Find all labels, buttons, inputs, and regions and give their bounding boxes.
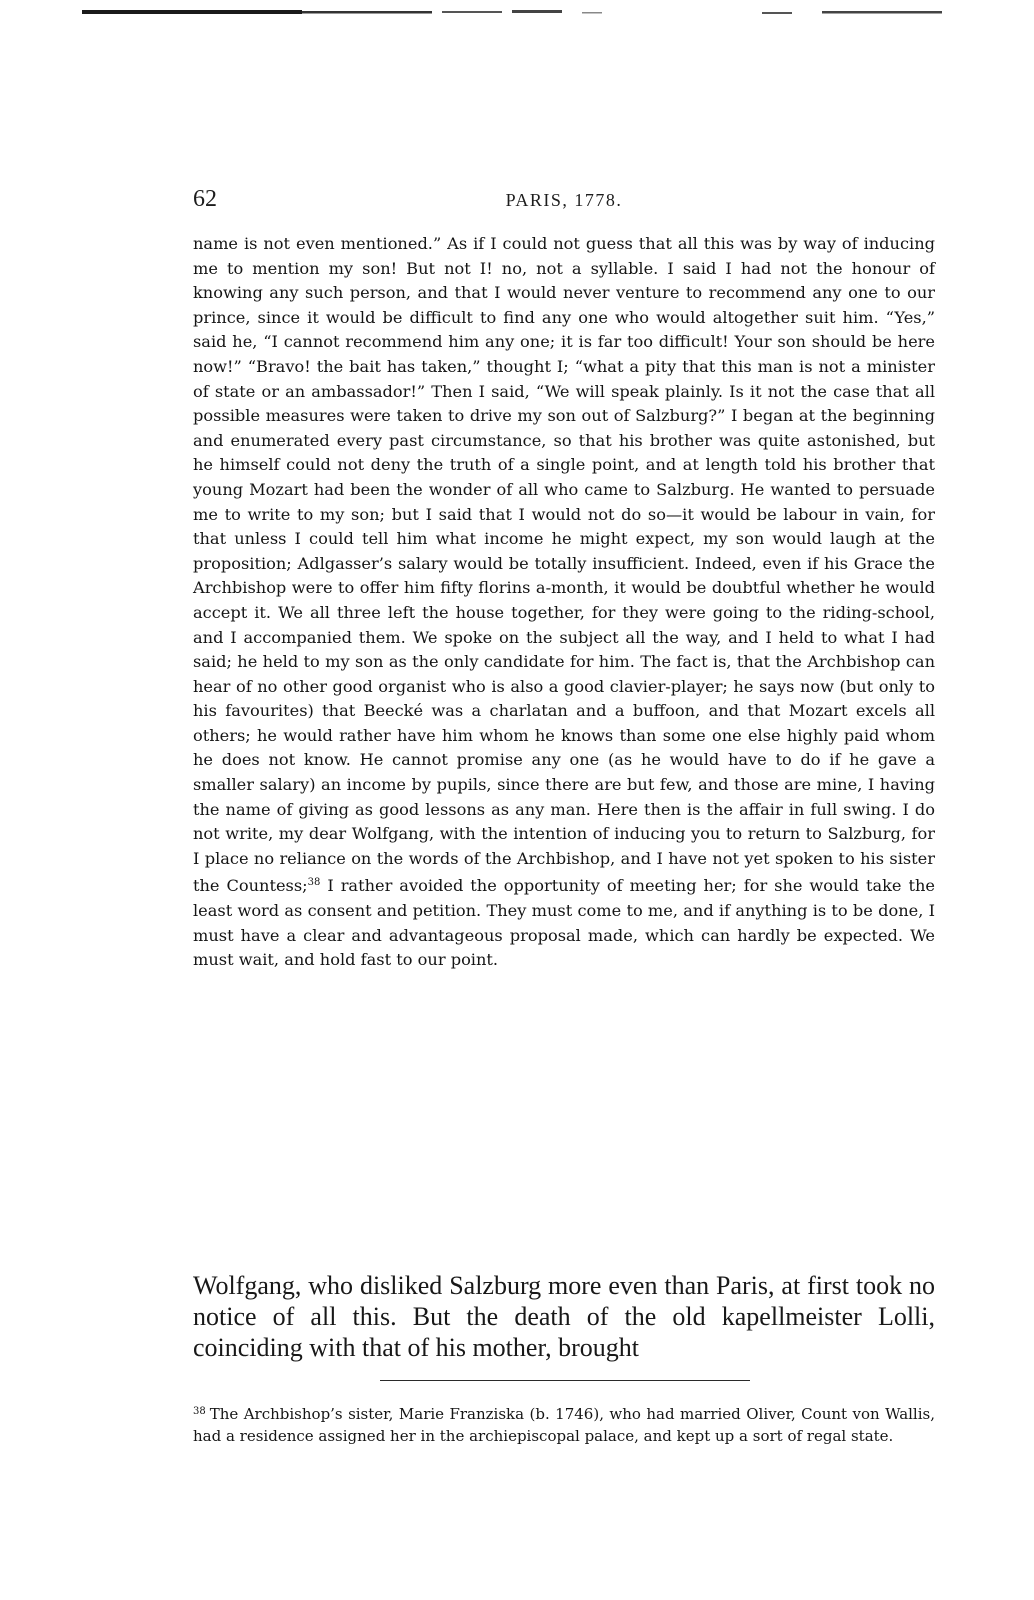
running-head: PARIS, 1778. <box>505 190 623 210</box>
scan-edge-artifact <box>82 8 962 18</box>
letter-text-after-ref: I rather avoided the opportunity of meeting her; for she would take the least word as consent and petition. They must come to me, and if anything is to be done, I must have a clear and advantageous proposal made, which can hardly be expected. We must wait, and hold fast to our point. <box>193 876 935 970</box>
letter-text-before-ref: name is not even mentioned.” As if I could not guess that all this was by way of inducing me to mention my son! But not I! no, not a syllable. I said I had not the honour of knowing any such person, and that I would never venture to recommend any one to our prince, since it would be difficult to find any one who would altogether suit him. “Yes,” said he, “I cannot recommend him any one; it is far too difficult! Your son should be here now!” “Bravo! the bait has taken,” thought I; “what a pity that this man is not a minister of state or an ambassador!” Then I said, “We will speak plainly. Is it not the case that all possible measures were taken to drive my son out of Salzburg?” I began at the beginning and enumerated every past circumstance, so that his brother was quite astonished, but he himself could not deny the truth of a single point, and at length told his brother that young Mozart had been the wonder of all who came to Salzburg. He wanted to persuade me to write to my son; but I said that I would not do so—it would be labour in vain, for that unless I could tell him what income he might expect, my son would laugh at the proposition; Adlgasser’s salary would be totally insufficient. Indeed, even if his Grace the Archbishop were to offer him fifty florins a-month, it would be doubtful whether he would accept it. We all three left the house together, for they were going to the riding-school, and I accompanied them. We spoke on the subject all the way, and I held to what I had said; he held to my son as the only candidate for him. The fact is, that the Archbishop can hear of no other good organist who is also a good clavier-player; he says now (but only to his favourites) that Beecké was a charlatan and a buffoon, and that Mozart excels all others; he would rather have him whom he knows than some one else highly paid whom he does not know. He cannot promise any one (as he would have to do if he gave a smaller salary) an income by pupils, since there are but few, and those are mine, I having the name of giving as good lessons as any man. Here then is the affair in full swing. I do not write, my dear Wolfgang, with the intention of inducing you to return to Salzburg, for I place no reliance on the words of the Archbishop, and I have not yet spoken to his sister the Countess; <box>193 234 935 896</box>
footnote-divider <box>380 1380 750 1381</box>
page-header <box>193 186 935 220</box>
narrative-paragraph: Wolfgang, who disliked Salzburg more even than Paris, at first took no notice of all this. But the death of the old kapellmeister Lolli, coinciding with that of his mother, brought <box>193 1271 935 1362</box>
letter-text <box>193 232 935 973</box>
page-number: 62 <box>193 186 217 212</box>
footnote-reference: 38 <box>307 877 321 889</box>
footnote-marker: 38 <box>193 1406 206 1417</box>
footnote <box>193 1401 935 1448</box>
footnote-text: The Archbishop’s sister, Marie Franziska (b. 1746), who had married Oliver, Count von Wallis, had a residence assigned her in the archiepiscopal palace, and kept up a sort of regal state. <box>193 1405 935 1446</box>
